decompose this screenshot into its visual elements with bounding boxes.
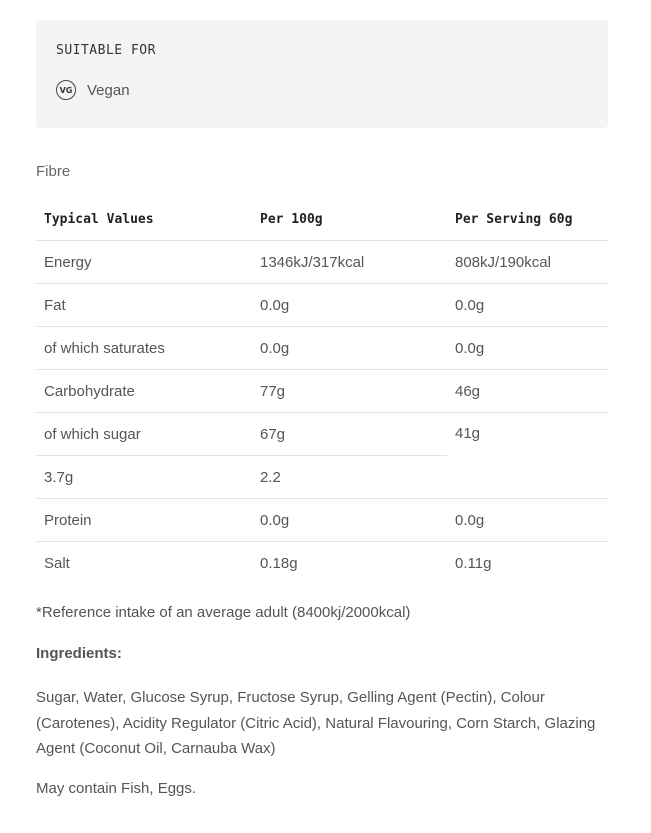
table-header-row [36, 199, 608, 241]
header-per-100g: Per 100g [252, 199, 447, 241]
row-label: Fat [36, 284, 252, 327]
row-per-100g: 1346kJ/317kcal [252, 241, 447, 284]
table-row [36, 499, 608, 542]
suitable-for-panel [36, 20, 608, 128]
row-label: of which sugar [36, 413, 252, 456]
row-per-serving: 808kJ/190kcal [447, 241, 608, 284]
section-title: Fibre [36, 163, 71, 180]
table-row [36, 284, 608, 327]
table-row [36, 241, 608, 284]
row-per-serving: 46g [447, 370, 608, 413]
ingredients-text: Sugar, Water, Glucose Syrup, Fructose Syrup, Gelling Agent (Pectin), Colour (Carotenes), Acidity Regulator (Citric Acid), Natural Flavouring, Corn Starch, Glazing Agent (Coconut Oil, Carnauba Wax) [36, 689, 596, 757]
vegan-badge [56, 80, 130, 100]
row-per-serving: 0.0g [447, 327, 608, 370]
row-per-serving: 0.0g [447, 499, 608, 542]
row-per-100g: 77g [252, 370, 447, 413]
row-label: Salt [44, 554, 70, 572]
ingredients-heading: Ingredients: [36, 645, 122, 662]
table-row [36, 413, 608, 456]
row-per-100g: 0.0g [252, 327, 447, 370]
row-label: of which saturates [36, 327, 252, 370]
row-per-100g: 67g [252, 413, 447, 456]
table-row [36, 370, 608, 413]
row-per-100g: 0.18g [260, 554, 298, 572]
row-per-100g: 0.0g [252, 499, 447, 542]
row-per-serving: 0.11g [455, 554, 492, 572]
table-row [36, 327, 608, 370]
allergen-warning: May contain Fish, Eggs. [36, 780, 197, 797]
row-label: Protein [36, 499, 252, 542]
row-label: 3.7g [36, 456, 252, 499]
header-per-serving: Per Serving 60g [447, 199, 608, 241]
row-label: Carbohydrate [36, 370, 252, 413]
table-row [36, 542, 608, 585]
reference-intake-footnote: *Reference intake of an average adult (8400kj/2000kcal) [36, 604, 411, 621]
header-typical-values: Typical Values [36, 199, 252, 241]
row-label: Energy [36, 241, 252, 284]
nutrition-table [36, 199, 608, 584]
row-per-serving: 0.0g [447, 284, 608, 327]
suitable-for-title: SUITABLE FOR [56, 43, 156, 58]
row-per-serving: 41g [447, 413, 608, 499]
vegan-label: Vegan [87, 81, 130, 99]
vegan-badge-icon: VG [56, 80, 76, 100]
row-per-100g: 0.0g [252, 284, 447, 327]
row-per-100g: 2.2 [252, 456, 447, 499]
